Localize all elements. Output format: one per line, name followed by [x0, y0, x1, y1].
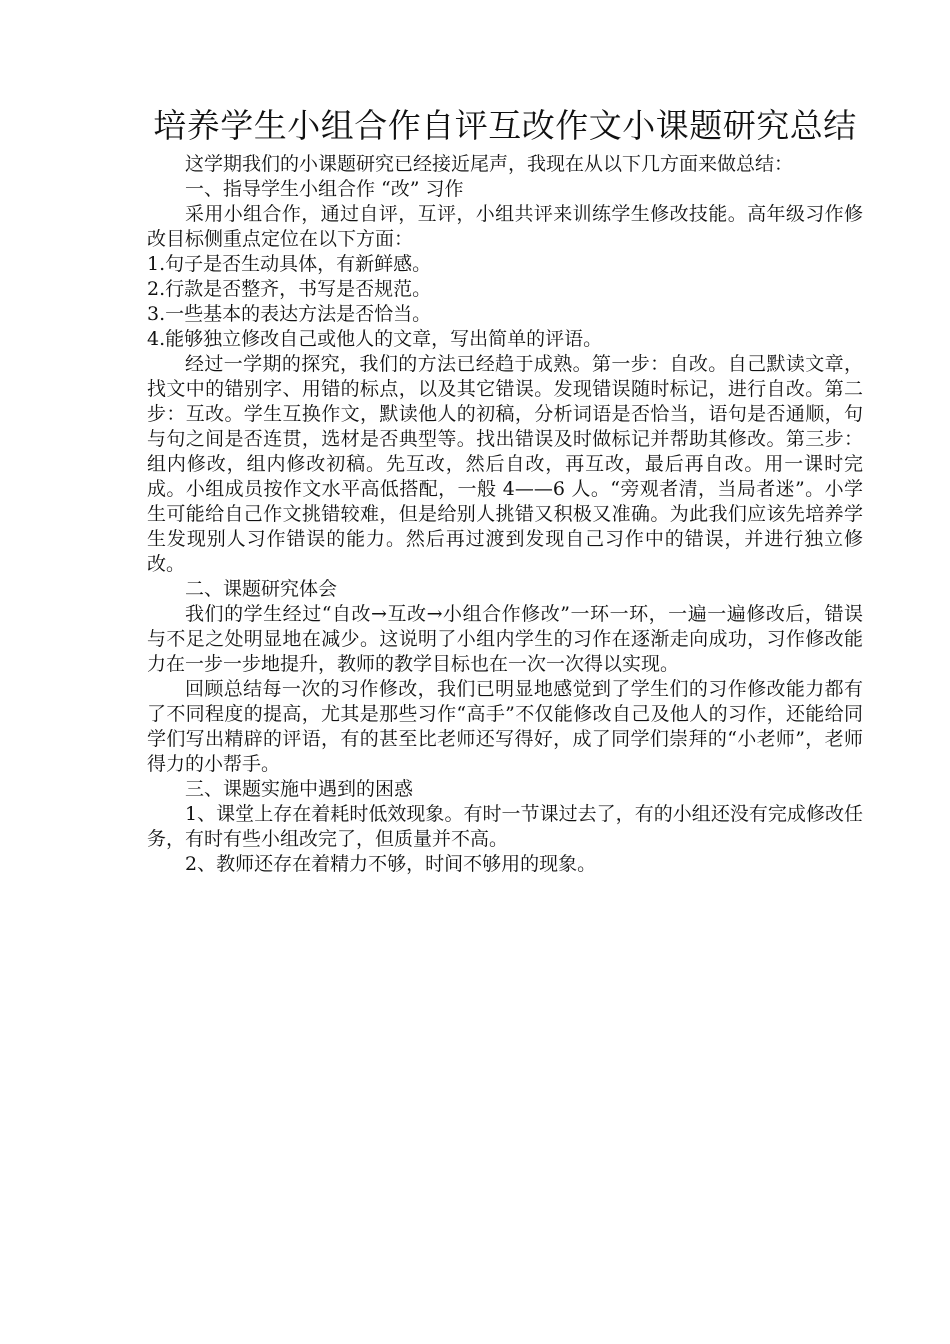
document-body [147, 104, 863, 877]
section-heading-1: 一、指导学生小组合作 “改” 习作 [185, 178, 464, 200]
body-paragraph: 回顾总结每一次的习作修改，我们已明显地感觉到了学生们的习作修改能力都有了不同程度的提高，尤其是那些习作“高手”不仅能修改自己及他人的习作，还能给同学们写出精辟的评语，有的甚至比老师还写得好，成了同学们崇拜的“小老师”，老师得力的小帮手。 [147, 678, 863, 775]
section-heading-2: 二、课题研究体会 [185, 578, 338, 600]
document-title: 培养学生小组合作自评互改作文小课题研究总结 [153, 106, 857, 145]
list-item: 2.行款是否整齐，书写是否规范。 [147, 278, 432, 300]
section-heading-3: 三、课题实施中遇到的困惑 [185, 778, 414, 800]
list-item: 1.句子是否生动具体，有新鲜感。 [147, 253, 432, 275]
body-paragraph: 2、教师还存在着精力不够，时间不够用的现象。 [185, 853, 597, 875]
body-paragraph: 1、课堂上存在着耗时低效现象。有时一节课过去了，有的小组还没有完成修改任务，有时有些小组改完了，但质量并不高。 [147, 803, 863, 850]
body-paragraph: 我们的学生经过“自改→互改→小组合作修改”一环一环，一遍一遍修改后，错误与不足之处明显地在减少。这说明了小组内学生的习作在逐渐走向成功，习作修改能力在一步一步地提升，教师的教学目标也在一次一次得以实现。 [147, 603, 863, 675]
intro-paragraph: 这学期我们的小课题研究已经接近尾声，我现在从以下几方面来做总结： [185, 153, 794, 175]
body-paragraph: 采用小组合作，通过自评，互评，小组共评来训练学生修改技能。高年级习作修改目标侧重点定位在以下方面： [147, 203, 863, 250]
list-item: 3.一些基本的表达方法是否恰当。 [147, 303, 432, 325]
body-paragraph: 经过一学期的探究，我们的方法已经趋于成熟。第一步：自改。自己默读文章，找文中的错别字、用错的标点，以及其它错误。发现错误随时标记，进行自改。第二步：互改。学生互换作文，默读他人的初稿，分析词语是否恰当，语句是否通顺，句与句之间是否连贯，选材是否典型等。找出错误及时做标记并帮助其修改。第三步：组内修改，组内修改初稿。先互改，然后自改，再互改，最后再自改。用一课时完成。小组成员按作文水平高低搭配，一般 4——6 人。“旁观者清，当局者迷”。小学生可能给自己作文挑错较难，但是给别人挑错又积极又准确。为此我们应该先培养学生发现别人习作错误的能力。然后再过渡到发现自己习作中的错误，并进行独立修改。 [147, 353, 863, 575]
list-item: 4.能够独立修改自己或他人的文章，写出简单的评语。 [147, 328, 603, 350]
